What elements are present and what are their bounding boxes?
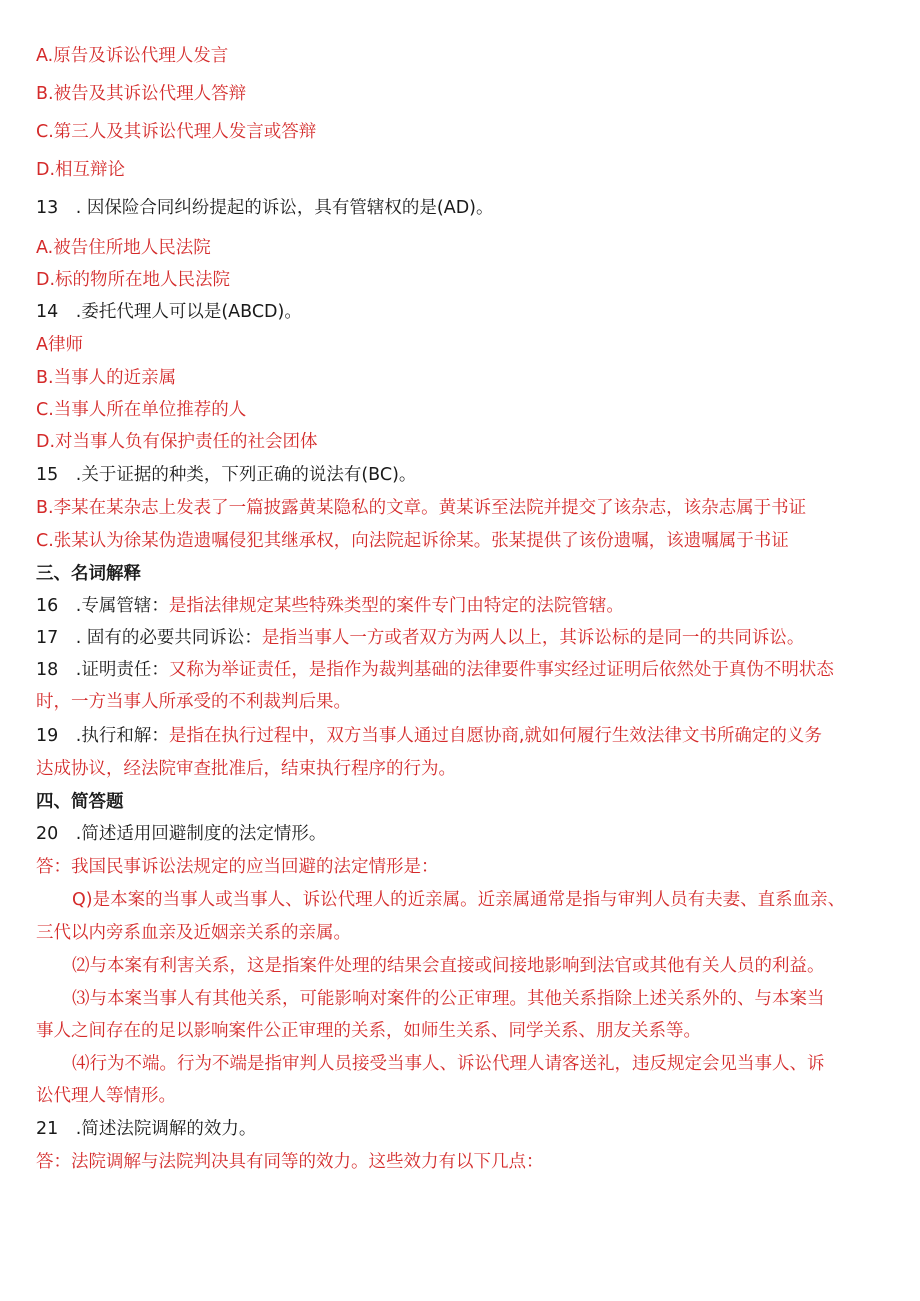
q13-option-a: A.被告住所地人民法院 — [36, 238, 211, 258]
q19-label: 19 .执行和解： — [36, 726, 169, 746]
q19-entry — [36, 724, 822, 748]
q14-option-b: B.当事人的近亲属 — [36, 368, 177, 388]
q19-answer-line2: 达成协议，经法院审查批准后，结束执行程序的行为。 — [36, 759, 456, 779]
q12-option-b: B.被告及其诉讼代理人答辩 — [36, 84, 247, 104]
q17-answer: 是指当事人一方或者双方为两人以上，其诉讼标的是同一的共同诉讼。 — [261, 628, 805, 648]
q15-option-c: C.张某认为徐某伪造遗嘱侵犯其继承权，向法院起诉徐某。张某提供了该份遗嘱，该遗嘱属于书证 — [36, 531, 789, 551]
q20-point1-line2: 三代以内旁系血亲及近姻亲关系的亲属。 — [36, 923, 351, 943]
q14-question: 14 .委托代理人可以是(ABCD)。 — [36, 302, 302, 322]
q20-point1-line1: Q)是本案的当事人或当事人、诉讼代理人的近亲属。近亲属通常是指与审判人员有夫妻、直系血亲、 — [72, 890, 846, 910]
q15-question: 15 .关于证据的种类，下列正确的说法有(BC)。 — [36, 465, 417, 485]
q21-question: 21 .简述法院调解的效力。 — [36, 1119, 257, 1139]
q14-option-d: D.对当事人负有保护责任的社会团体 — [36, 432, 318, 452]
q16-label: 16 .专属管辖： — [36, 596, 169, 616]
q18-answer-line1: 又称为举证责任，是指作为裁判基础的法律要件事实经过证明后依然处于真伪不明状态 — [168, 660, 834, 680]
q17-entry — [36, 626, 804, 650]
q15-option-b: B.李某在某杂志上发表了一篇披露黄某隐私的文章。黄某诉至法院并提交了该杂志，该杂志属于书证 — [36, 498, 807, 518]
q14-option-a: A律师 — [36, 335, 83, 355]
q18-entry — [36, 658, 834, 682]
q18-answer-line2: 时，一方当事人所承受的不利裁判后果。 — [36, 692, 351, 712]
section-heading-terms: 三、名词解释 — [36, 564, 141, 584]
q12-option-c: C.第三人及其诉讼代理人发言或答辩 — [36, 122, 317, 142]
q20-point3-line1: ⑶与本案当事人有其他关系，可能影响对案件的公正审理。其他关系指除上述关系外的、与本案当 — [72, 989, 825, 1009]
q20-point2-line1: ⑵与本案有利害关系，这是指案件处理的结果会直接或间接地影响到法官或其他有关人员的利益。 — [72, 956, 825, 976]
q20-answer-intro: 答：我国民事诉讼法规定的应当回避的法定情形是： — [36, 857, 439, 877]
q20-point3-line2: 事人之间存在的足以影响案件公正审理的关系，如师生关系、同学关系、朋友关系等。 — [36, 1021, 701, 1041]
q20-question: 20 .简述适用回避制度的法定情形。 — [36, 824, 327, 844]
q21-answer-intro: 答：法院调解与法院判决具有同等的效力。这些效力有以下几点： — [36, 1152, 544, 1172]
q16-answer: 是指法律规定某些特殊类型的案件专门由特定的法院管辖。 — [168, 596, 624, 616]
q14-option-c: C.当事人所在单位推荐的人 — [36, 400, 247, 420]
q12-option-a: A.原告及诉讼代理人发言 — [36, 46, 229, 66]
q17-label: 17 . 固有的必要共同诉讼： — [36, 628, 262, 648]
q18-label: 18 .证明责任： — [36, 660, 169, 680]
q13-question: 13 . 因保险合同纠纷提起的诉讼，具有管辖权的是(AD)。 — [36, 198, 494, 218]
q19-answer-line1: 是指在执行过程中，双方当事人通过自愿协商,就如何履行生效法律文书所确定的义务 — [168, 726, 822, 746]
q20-point4-line2: 讼代理人等情形。 — [36, 1086, 176, 1106]
q16-entry — [36, 594, 624, 618]
q12-option-d: D.相互辩论 — [36, 160, 126, 180]
q20-point4-line1: ⑷行为不端。行为不端是指审判人员接受当事人、诉讼代理人请客送礼，违反规定会见当事人、诉 — [72, 1054, 825, 1074]
section-heading-short-answer: 四、简答题 — [36, 792, 124, 812]
q13-option-d: D.标的物所在地人民法院 — [36, 270, 231, 290]
